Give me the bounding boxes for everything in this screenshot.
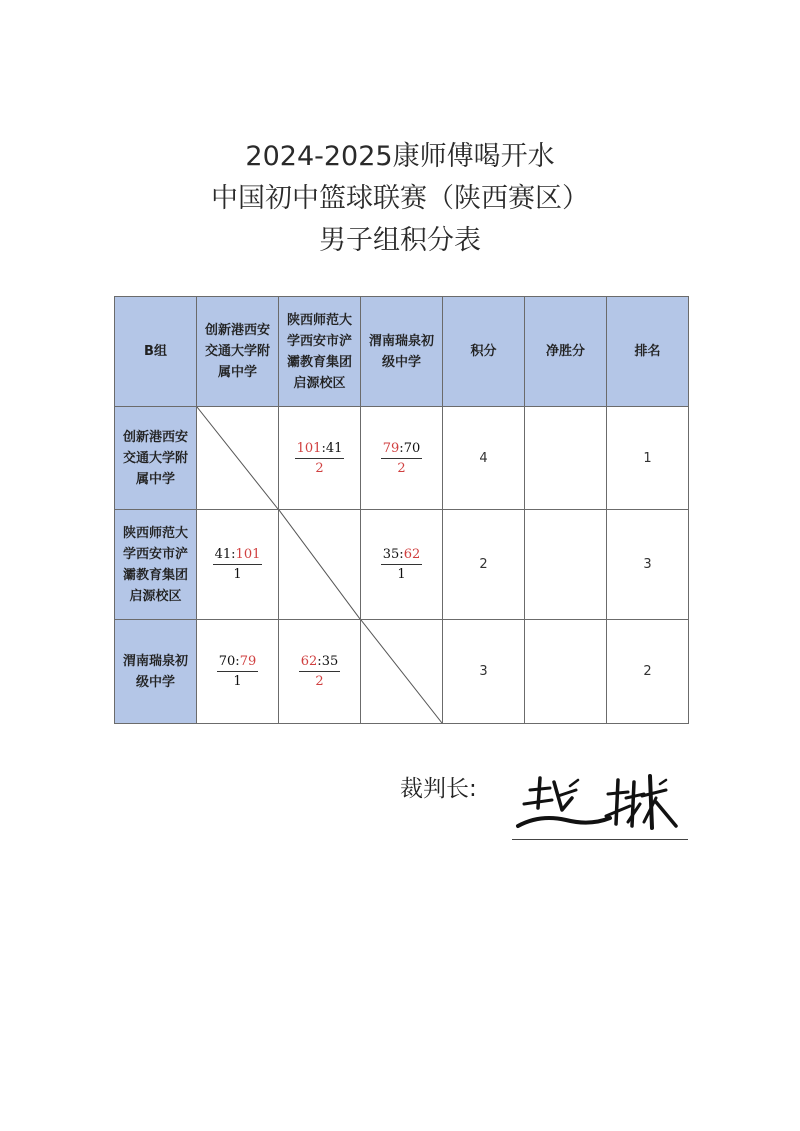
page-title bbox=[0, 136, 800, 262]
match-cell: $\frac{79:70}{2}$ bbox=[361, 407, 443, 510]
match-opp-score: 79 bbox=[239, 654, 257, 669]
self-match-cell bbox=[197, 407, 279, 510]
match-points: 2 bbox=[315, 674, 324, 689]
match-cell: $\frac{62:35}{2}$ bbox=[279, 620, 361, 724]
table-row bbox=[115, 620, 689, 724]
net-points bbox=[525, 510, 607, 620]
row-header-team-3: 渭南瑞泉初级中学 bbox=[115, 620, 197, 724]
title-line-1: 2024-2025康师傅喝开水 bbox=[245, 141, 555, 172]
match-points: 1 bbox=[233, 674, 242, 689]
col-header-rank: 排名 bbox=[607, 297, 689, 407]
referee-label: 裁判长: bbox=[400, 776, 477, 802]
rank: 1 bbox=[607, 407, 689, 510]
net-points bbox=[525, 620, 607, 724]
title-line-2: 中国初中篮球联赛（陕西赛区） bbox=[211, 183, 589, 214]
match-opp-score: 70 bbox=[403, 440, 421, 456]
match-cell: $\frac{101:41}{2}$ bbox=[279, 407, 361, 510]
total-points: 3 bbox=[443, 620, 525, 724]
match-cell: $\frac{35:62}{1}$ bbox=[361, 510, 443, 620]
match-cell: $\frac{41:101}{1}$ bbox=[197, 510, 279, 620]
match-points: 2 bbox=[315, 460, 324, 476]
total-points: 2 bbox=[443, 510, 525, 620]
col-header-points: 积分 bbox=[443, 297, 525, 407]
match-points: 1 bbox=[397, 567, 406, 582]
match-own-score: 35 bbox=[382, 547, 400, 562]
standings-table bbox=[114, 296, 689, 724]
match-opp-score: 35 bbox=[321, 654, 339, 669]
row-header-team-2: 陕西师范大学西安市浐灞教育集团启源校区 bbox=[115, 510, 197, 620]
match-cell: $\frac{70:79}{1}$ bbox=[197, 620, 279, 724]
match-own-score: 70 bbox=[218, 654, 236, 669]
match-points: 1 bbox=[233, 567, 242, 582]
total-points: 4 bbox=[443, 407, 525, 510]
match-own-score: 41 bbox=[214, 547, 232, 562]
title-line-3: 男子组积分表 bbox=[319, 225, 481, 256]
match-opp-score: 101 bbox=[235, 547, 261, 562]
self-match-cell bbox=[361, 620, 443, 724]
rank: 2 bbox=[607, 620, 689, 724]
match-own-score: 62 bbox=[300, 654, 318, 669]
referee-signature bbox=[510, 768, 690, 838]
table-row bbox=[115, 407, 689, 510]
match-own-score: 79 bbox=[382, 440, 400, 456]
group-label: B组 bbox=[115, 297, 197, 407]
table-row bbox=[115, 510, 689, 620]
match-own-score: 101 bbox=[296, 440, 322, 456]
col-header-team-1: 创新港西安交通大学附属中学 bbox=[197, 297, 279, 407]
match-opp-score: 41 bbox=[325, 440, 343, 456]
col-header-team-2: 陕西师范大学西安市浐灞教育集团启源校区 bbox=[279, 297, 361, 407]
net-points bbox=[525, 407, 607, 510]
self-match-cell bbox=[279, 510, 361, 620]
match-points: 2 bbox=[397, 460, 406, 476]
rank: 3 bbox=[607, 510, 689, 620]
row-header-team-1: 创新港西安交通大学附属中学 bbox=[115, 407, 197, 510]
col-header-team-3: 渭南瑞泉初级中学 bbox=[361, 297, 443, 407]
match-opp-score: 62 bbox=[403, 547, 421, 562]
col-header-net: 净胜分 bbox=[525, 297, 607, 407]
signature-line bbox=[512, 839, 688, 840]
